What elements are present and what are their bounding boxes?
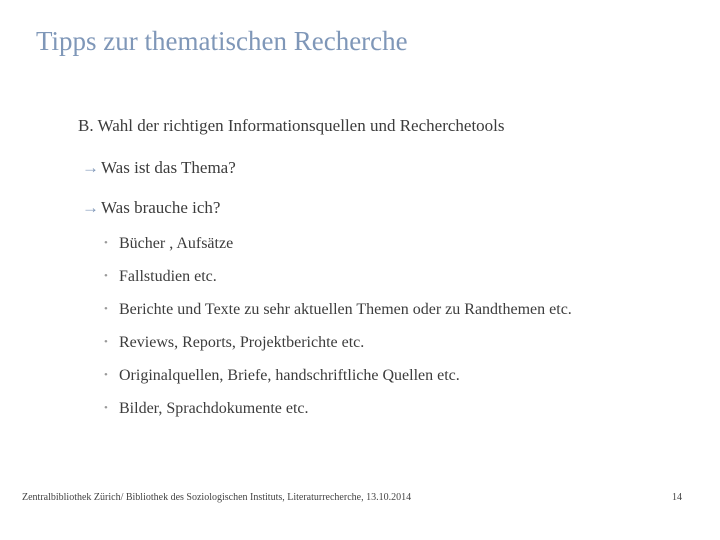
list-item-text: Bilder, Sprachdokumente etc. <box>119 400 309 417</box>
list-item-text: Originalquellen, Briefe, handschriftliche Quellen etc. <box>119 367 460 384</box>
bullet-icon: • <box>104 303 108 315</box>
bullet-icon: • <box>104 369 108 381</box>
slide-title: Tipps zur thematischen Recherche <box>36 26 408 56</box>
arrow-right-icon: → <box>82 158 99 177</box>
list-item-text: Bücher , Aufsätze <box>119 235 234 252</box>
list-item <box>104 231 572 264</box>
bullet-icon: • <box>104 402 108 414</box>
question-text: Was ist das Thema? <box>101 158 236 177</box>
bullet-list <box>104 231 572 429</box>
list-item <box>104 297 572 330</box>
list-item-text: Berichte und Texte zu sehr aktuellen Themen oder zu Randthemen etc. <box>119 301 572 318</box>
list-item <box>104 363 572 396</box>
bullet-icon: • <box>104 237 108 249</box>
list-item-text: Fallstudien etc. <box>119 268 217 285</box>
question-text: Was brauche ich? <box>101 198 221 217</box>
footer-text: Zentralbibliothek Zürich/ Bibliothek des Soziologischen Instituts, Literaturrecherche, 13.10.2014 <box>22 492 412 503</box>
bullet-icon: • <box>104 270 108 282</box>
list-item <box>104 330 572 363</box>
arrow-right-icon: → <box>82 198 99 217</box>
section-heading: B. Wahl der richtigen Informationsquellen und Recherchetools <box>78 116 505 135</box>
list-item <box>104 396 572 429</box>
list-item <box>104 264 572 297</box>
list-item-text: Reviews, Reports, Projektberichte etc. <box>119 334 365 351</box>
page-number: 14 <box>672 492 682 503</box>
question-item <box>82 158 236 178</box>
question-item <box>82 198 220 218</box>
bullet-icon: • <box>104 336 108 348</box>
